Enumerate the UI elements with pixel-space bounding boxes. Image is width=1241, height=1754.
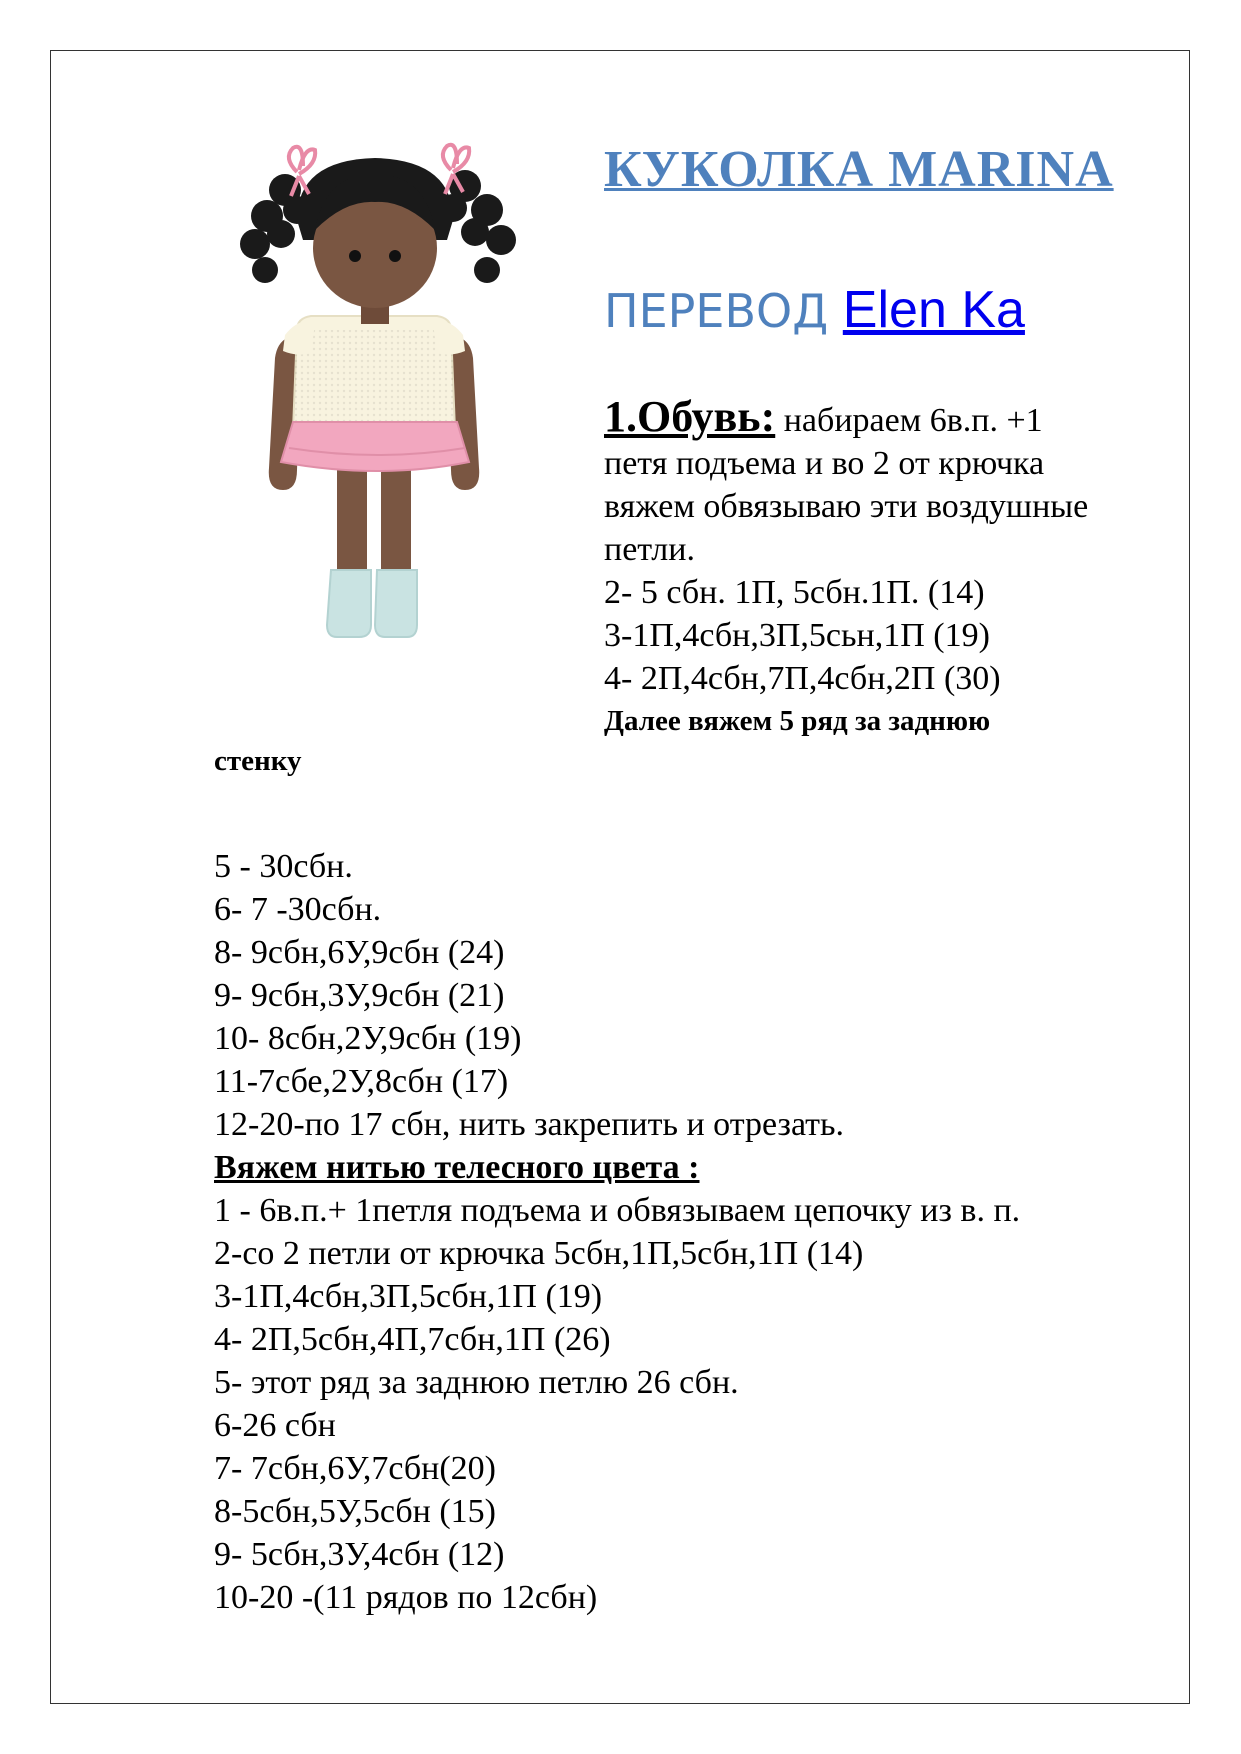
body-row: 7- 7сбн,6У,7сбн(20) (214, 1450, 496, 1487)
translation-author-link[interactable]: Elen Ka (842, 281, 1025, 339)
shoe-row: 6- 7 -30сбн. (214, 891, 382, 928)
shoe-intro-line (604, 392, 1174, 442)
shoe-row: 8- 9сбн,6У,9сбн (24) (214, 934, 505, 971)
doll-eye-right (389, 250, 401, 262)
shoe-intro-line: вяжем обвязываю эти воздушные (604, 488, 1089, 525)
shoe-note-continued: стенку (214, 745, 302, 777)
shoe-row: 10- 8сбн,2У,9сбн (19) (214, 1020, 522, 1057)
shoe-row: 5 - 30сбн. (214, 848, 353, 885)
body-row: 2-со 2 петли от крючка 5сбн,1П,5сбн,1П (14) (214, 1235, 864, 1272)
doll-illustration (185, 130, 575, 720)
body-heading: Вяжем нитью телесного цвета : (214, 1149, 700, 1186)
shoe-intro-first: набираем 6в.п. +1 (783, 402, 1043, 439)
shoe-row: 12-20-по 17 сбн, нить закрепить и отрезать. (214, 1106, 845, 1143)
doll-sleeve-right (433, 322, 465, 355)
body-row: 3-1П,4сбн,3П,5сбн,1П (19) (214, 1278, 603, 1315)
body-row: 10-20 -(11 рядов по 12сбн) (214, 1579, 598, 1616)
doll-boot-right (375, 570, 417, 637)
shoe-row: 3-1П,4сбн,3П,5сьн,1П (19) (604, 617, 990, 654)
body-row: 9- 5сбн,3У,4сбн (12) (214, 1536, 505, 1573)
translation-line (604, 280, 1025, 340)
shoe-note: Далее вяжем 5 ряд за заднюю (604, 705, 991, 737)
doll-sleeve-left (283, 322, 315, 355)
shoe-intro-line: петя подъема и во 2 от крючка (604, 445, 1045, 482)
doll-leg-left (337, 460, 367, 580)
body-row: 4- 2П,5сбн,4П,7сбн,1П (26) (214, 1321, 611, 1358)
shoe-row: 11-7сбе,2У,8сбн (17) (214, 1063, 509, 1100)
shoe-row: 4- 2П,4сбн,7П,4сбн,2П (30) (604, 660, 1001, 697)
translation-label: ПЕРЕВОД (604, 284, 829, 338)
shoe-intro-line: петли. (604, 531, 695, 568)
instructions-main (214, 845, 1174, 1619)
shoe-row: 2- 5 сбн. 1П, 5сбн.1П. (14) (604, 574, 985, 611)
body-row: 1 - 6в.п.+ 1петля подъема и обвязываем цепочку из в. п. (214, 1192, 1021, 1229)
shoe-heading: 1.Обувь: (604, 392, 776, 441)
body-row: 8-5сбн,5У,5сбн (15) (214, 1493, 496, 1530)
doll-skirt (281, 422, 469, 471)
doll-eye-left (349, 250, 361, 262)
shoe-row: 9- 9сбн,3У,9сбн (21) (214, 977, 505, 1014)
doll-leg-right (381, 460, 411, 580)
body-row: 5- этот ряд за заднюю петлю 26 сбн. (214, 1364, 739, 1401)
doll-boot-left (327, 570, 371, 637)
body-row: 6-26 сбн (214, 1407, 336, 1444)
shoe-section (604, 392, 1174, 743)
page-title: КУКОЛКА MARINA (604, 141, 1114, 198)
